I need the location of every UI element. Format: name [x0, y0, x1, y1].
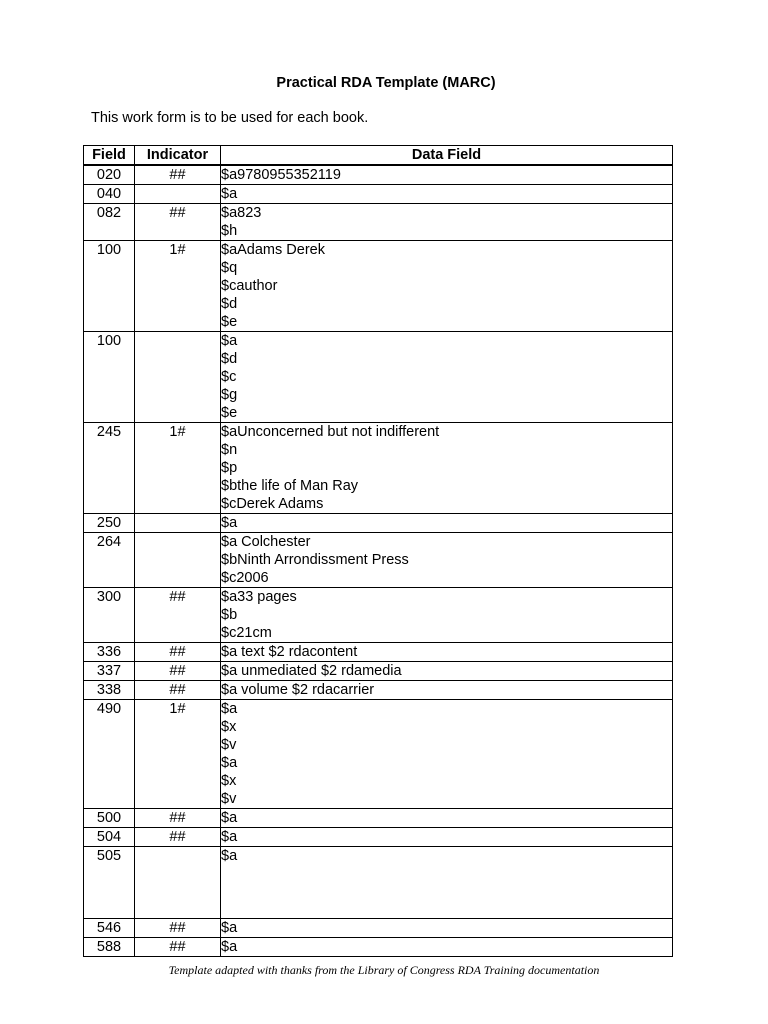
field-tag: 082: [84, 204, 135, 241]
field-tag: 504: [84, 828, 135, 847]
indicator-value: ##: [135, 643, 221, 662]
subfield-line: $a: [221, 848, 238, 864]
field-tag: 250: [84, 514, 135, 533]
table-row: [84, 514, 673, 533]
subfield-line: $aUnconcerned but not indifferent: [221, 424, 440, 440]
subfield-line: $a unmediated $2 rdamedia: [221, 663, 402, 679]
indicator-value: [135, 847, 221, 919]
field-tag: 338: [84, 681, 135, 700]
table-row: [84, 938, 673, 957]
field-tag: 264: [84, 533, 135, 588]
subfield-line: $d: [221, 296, 238, 312]
data-field-cell: [221, 332, 673, 423]
table-body: [84, 165, 673, 957]
data-field-cell: [221, 423, 673, 514]
subfield-line: $a9780955352119: [221, 167, 341, 183]
data-field-cell: [221, 919, 673, 938]
subfield-line: $v: [221, 791, 237, 807]
subfield-line: $bthe life of Man Ray: [221, 478, 359, 494]
subfield-line: $b: [221, 607, 238, 623]
subfield-line: $a823: [221, 205, 262, 221]
field-tag: 100: [84, 241, 135, 332]
data-field-cell: [221, 165, 673, 185]
subfield-line: $a: [221, 829, 238, 845]
subfield-line: $q: [221, 260, 238, 276]
subfield-line: $p: [221, 460, 238, 476]
indicator-value: ##: [135, 681, 221, 700]
subfield-line: $x: [221, 773, 237, 789]
table-row: [84, 847, 673, 919]
indicator-value: 1#: [135, 700, 221, 809]
subfield-line: $e: [221, 314, 238, 330]
indicator-value: ##: [135, 588, 221, 643]
subfield-line: $a text $2 rdacontent: [221, 644, 358, 660]
subfield-line: $a volume $2 rdacarrier: [221, 682, 375, 698]
indicator-value: 1#: [135, 423, 221, 514]
field-tag: 245: [84, 423, 135, 514]
marc-template-table: [83, 145, 673, 957]
indicator-value: ##: [135, 662, 221, 681]
table-row: [84, 165, 673, 185]
header-data-field: Data Field: [221, 146, 673, 166]
field-tag: 490: [84, 700, 135, 809]
field-tag: 100: [84, 332, 135, 423]
subfield-line: $a: [221, 515, 238, 531]
subfield-line: $a: [221, 755, 238, 771]
table-row: [84, 700, 673, 809]
subfield-line: $bNinth Arrondissment Press: [221, 552, 409, 568]
intro-text: This work form is to be used for each book.: [91, 110, 369, 126]
table-row: [84, 588, 673, 643]
table-row: [84, 185, 673, 204]
subfield-line: $a: [221, 333, 238, 349]
data-field-cell: [221, 514, 673, 533]
table-row: [84, 919, 673, 938]
subfield-line: $d: [221, 351, 238, 367]
data-field-cell: [221, 938, 673, 957]
subfield-line: $aAdams Derek: [221, 242, 325, 258]
field-tag: 336: [84, 643, 135, 662]
table-row: [84, 643, 673, 662]
table-row: [84, 662, 673, 681]
subfield-line: $g: [221, 387, 238, 403]
subfield-line: $a: [221, 810, 238, 826]
table-row: [84, 809, 673, 828]
data-field-cell: [221, 204, 673, 241]
field-tag: 040: [84, 185, 135, 204]
subfield-line: $c: [221, 369, 237, 385]
subfield-line: $e: [221, 405, 238, 421]
footer-note: Template adapted with thanks from the Library of Congress RDA Training documentation: [168, 963, 600, 977]
subfield-line: $cauthor: [221, 278, 278, 294]
indicator-value: ##: [135, 809, 221, 828]
subfield-line: $h: [221, 223, 238, 239]
field-tag: 588: [84, 938, 135, 957]
data-field-cell: [221, 588, 673, 643]
field-tag: 300: [84, 588, 135, 643]
indicator-value: ##: [135, 938, 221, 957]
indicator-value: 1#: [135, 241, 221, 332]
subfield-line: $a: [221, 701, 238, 717]
data-field-cell: [221, 681, 673, 700]
data-field-cell: [221, 700, 673, 809]
subfield-line: $cDerek Adams: [221, 496, 324, 512]
subfield-line: $c21cm: [221, 625, 272, 641]
header-field: Field: [84, 146, 135, 166]
table-row: [84, 533, 673, 588]
data-field-cell: [221, 809, 673, 828]
table-row: [84, 241, 673, 332]
table-header-row: [84, 146, 673, 166]
indicator-value: ##: [135, 204, 221, 241]
subfield-line: $c2006: [221, 570, 269, 586]
data-field-cell: [221, 241, 673, 332]
data-field-cell: [221, 662, 673, 681]
data-field-cell: [221, 533, 673, 588]
data-field-cell: [221, 828, 673, 847]
field-tag: 505: [84, 847, 135, 919]
subfield-line: $x: [221, 719, 237, 735]
subfield-line: $v: [221, 737, 237, 753]
field-tag: 020: [84, 165, 135, 185]
indicator-value: ##: [135, 165, 221, 185]
subfield-line: $a Colchester: [221, 534, 311, 550]
subfield-line: $a: [221, 939, 238, 955]
table-row: [84, 681, 673, 700]
data-field-cell: [221, 185, 673, 204]
table-row: [84, 423, 673, 514]
data-field-cell: [221, 643, 673, 662]
indicator-value: [135, 533, 221, 588]
field-tag: 500: [84, 809, 135, 828]
field-tag: 546: [84, 919, 135, 938]
indicator-value: ##: [135, 828, 221, 847]
subfield-line: $a: [221, 920, 238, 936]
table-row: [84, 828, 673, 847]
table-row: [84, 332, 673, 423]
subfield-line: $a33 pages: [221, 589, 297, 605]
header-indicator: Indicator: [135, 146, 221, 166]
indicator-value: ##: [135, 919, 221, 938]
indicator-value: [135, 514, 221, 533]
indicator-value: [135, 185, 221, 204]
table-row: [84, 204, 673, 241]
data-field-cell: [221, 847, 673, 919]
subfield-line: $a: [221, 186, 238, 202]
field-tag: 337: [84, 662, 135, 681]
indicator-value: [135, 332, 221, 423]
page-title: Practical RDA Template (MARC): [276, 75, 496, 91]
subfield-line: $n: [221, 442, 238, 458]
